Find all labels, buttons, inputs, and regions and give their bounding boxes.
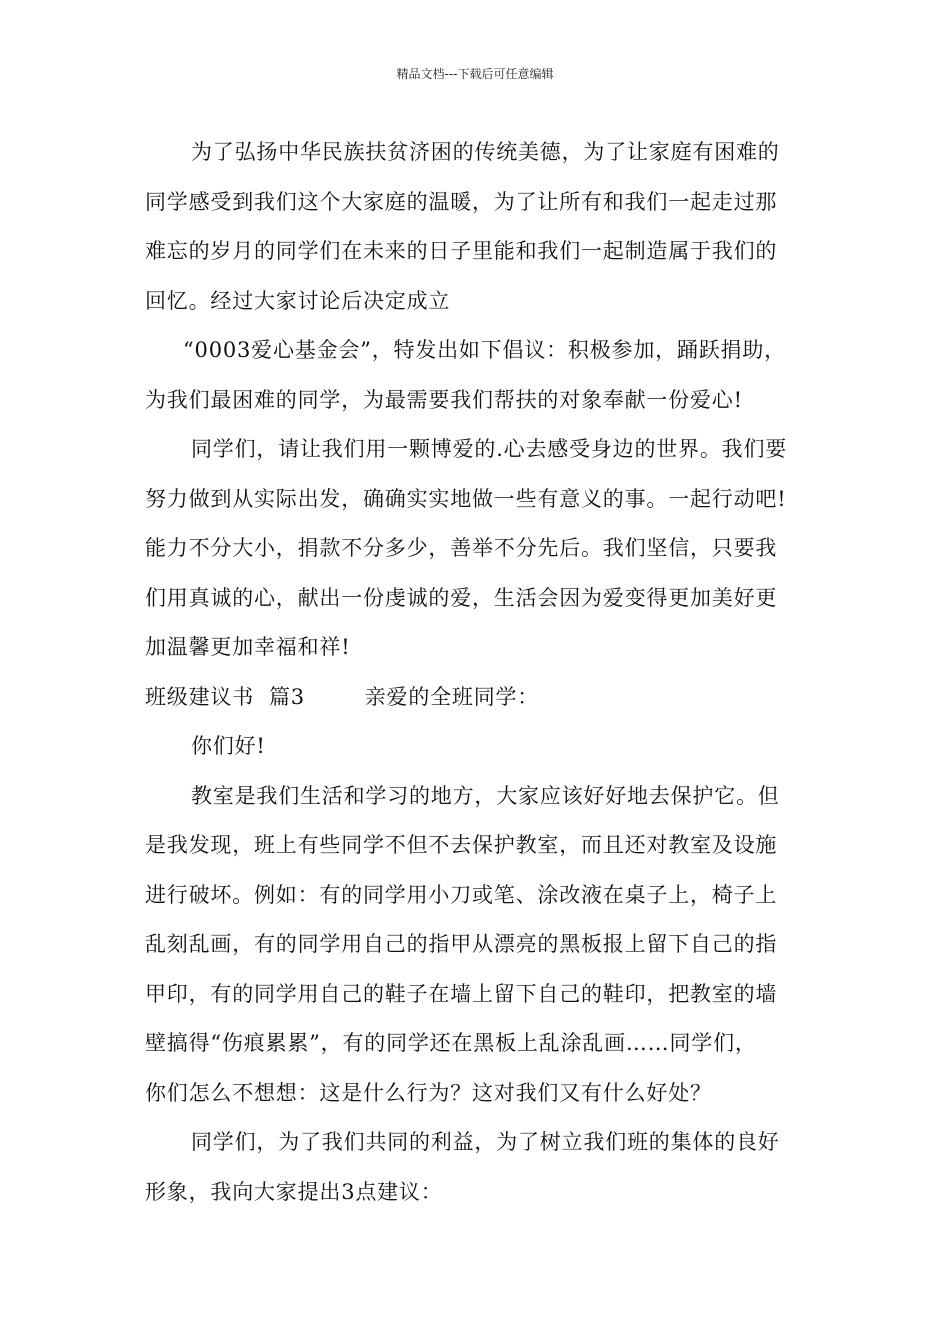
paragraph-line: “0003爱心基金会”，特发出如下倡议：积极参加，踊跃捐助，	[183, 338, 786, 362]
paragraph-line: 能力不分大小，捐款不分多少，善举不分先后。我们坚信，只要我	[145, 536, 778, 560]
paragraph-line: 进行破坏。例如：有的同学用小刀或笔、涂改液在桌子上，椅子上	[145, 882, 778, 907]
paragraph-line: 难忘的岁月的同学们在未来的日子里能和我们一起制造属于我们的	[145, 239, 778, 263]
paragraph-line: 同学感受到我们这个大家庭的温暖，为了让所有和我们一起走过那	[145, 189, 778, 214]
paragraph-line: 同学们，请让我们用一颗博爱的.心去感受身边的世界。我们要	[191, 437, 788, 461]
paragraph-line: 为我们最困难的同学，为最需要我们帮扶的对象奉献一份爱心!	[145, 387, 743, 412]
paragraph-line: 乱刻乱画，有的同学用自己的指甲从漂亮的黑板报上留下自己的指	[145, 932, 778, 956]
paragraph-line: 是我发现，班上有些同学不但不去保护教室，而且还对教室及设施	[145, 833, 778, 857]
paragraph-line: 教室是我们生活和学习的地方，大家应该好好地去保护它。但	[191, 783, 780, 808]
page-header: 精品文档---下载后可任意编辑	[396, 67, 554, 81]
paragraph-line: 形象，我向大家提出3点建议：	[145, 1179, 443, 1204]
paragraph-line: 们用真诚的心，献出一份虔诚的爱，生活会因为爱变得更加美好更	[145, 585, 778, 610]
paragraph-line: 努力做到从实际出发，确确实实地做一些有意义的事。一起行动吧!	[145, 486, 787, 511]
paragraph-line: 你们好!	[191, 734, 266, 758]
paragraph-line: 同学们，为了我们共同的利益，为了树立我们班的集体的良好	[191, 1130, 780, 1154]
paragraph-line: 加温馨更加幸福和祥!	[145, 635, 351, 659]
paragraph-line: 壁搞得“伤痕累累”，有的同学还在黑板上乱涂乱画……同学们，	[145, 1031, 757, 1055]
paragraph-line: 甲印，有的同学用自己的鞋子在墙上留下自己的鞋印，把教室的墙	[145, 981, 778, 1006]
paragraph-line: 回忆。经过大家讨论后决定成立	[145, 288, 451, 313]
paragraph-line: 为了弘扬中华民族扶贫济困的传统美德，为了让家庭有困难的	[191, 140, 780, 164]
paragraph-line: 你们怎么不想想：这是什么行为？这对我们又有什么好处？	[145, 1080, 712, 1105]
document-body	[145, 128, 815, 1217]
section-heading: 班级建议书 篇3 亲爱的全班同学：	[145, 684, 540, 709]
